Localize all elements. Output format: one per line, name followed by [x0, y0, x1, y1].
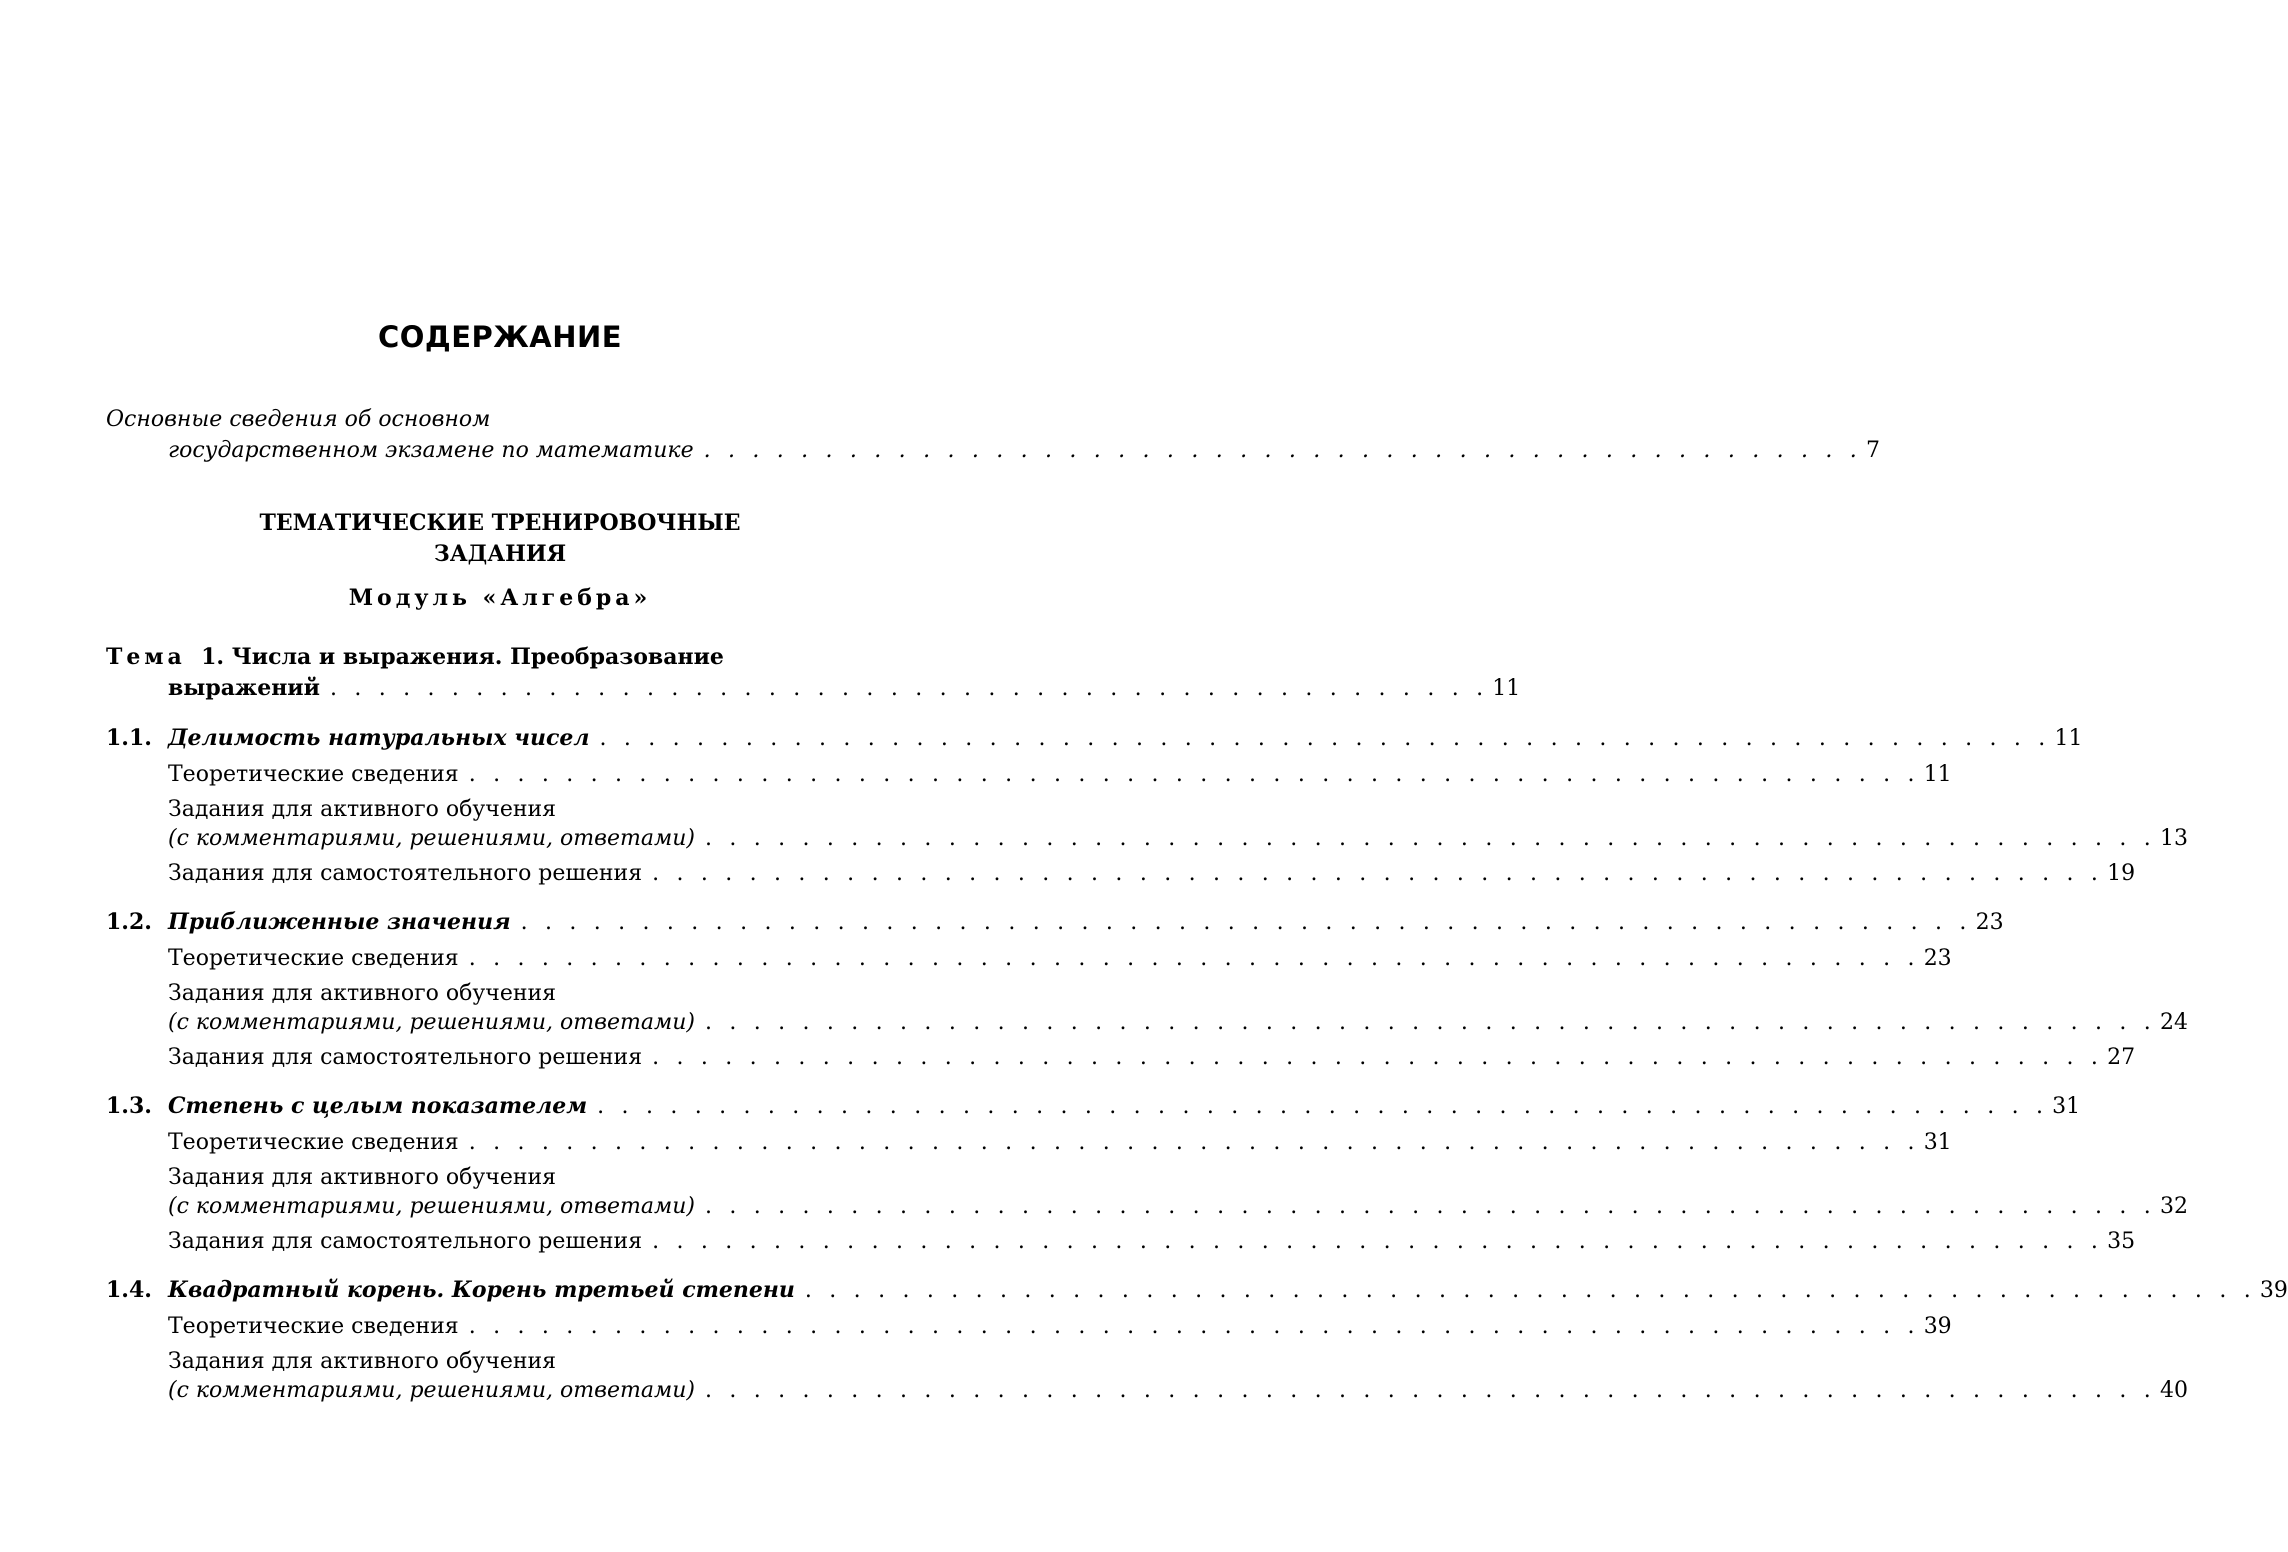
leader-dots: . . . . . . . . . . . . . . . . . . . . . . . . . . . . . . . . . . . . . . . . . . . . . . . . . . . . . . . . . . . . — [804, 1278, 2256, 1303]
toc-item-entry[interactable] — [168, 1043, 2136, 1073]
toc-item-entry[interactable] — [168, 1312, 1952, 1342]
toc-item-text: Теоретические сведения — [168, 946, 459, 971]
page-number: 24 — [2159, 1010, 2188, 1035]
module-heading: Модуль «Алгебра» — [348, 585, 652, 611]
toc-item-line1: Задания для активного обучения — [168, 797, 557, 822]
leader-dots: . . . . . . . . . . . . . . . . . . . . . . . . . . . . . . . . . . . . . . . . . . . . . . . . . . . . . . . . . . . . — [468, 946, 1920, 971]
toc-item-entry[interactable] — [168, 1192, 2188, 1222]
toc-intro-line2: государственном экзамене по математике — [168, 438, 694, 463]
section-title: Квадратный корень. Корень третьей степени — [168, 1277, 795, 1303]
section-heading-line2: ЗАДАНИЯ — [433, 541, 567, 567]
toc-item-entry[interactable] — [168, 1227, 2136, 1257]
page-number: 31 — [2052, 1094, 2081, 1119]
page-number: 40 — [2159, 1378, 2188, 1403]
leader-dots: . . . . . . . . . . . . . . . . . . . . . . . . . . . . . . . . . . . . . . . . . . . . . . . . . . . . . . . . . . . . — [597, 1094, 2049, 1119]
leader-dots: . . . . . . . . . . . . . . . . . . . . . . . . . . . . . . . . . . . . . . . . . . . . . . . . . . . . . . . . . . . . — [468, 1314, 1920, 1339]
toc-item-entry[interactable] — [168, 1008, 2188, 1038]
page-number: 39 — [2259, 1278, 2288, 1303]
leader-dots: . . . . . . . . . . . . . . . . . . . . . . . . . . . . . . . . . . . . . . . . . . . . . . . . . . . . . . . . . . . . — [704, 1194, 2156, 1219]
toc-item-entry[interactable] — [168, 944, 1952, 974]
toc-item-entry[interactable] — [168, 824, 2188, 854]
leader-dots: . . . . . . . . . . . . . . . . . . . . . . . . . . . . . . . . . . . . . . . . . . . . . . . . — [329, 676, 1489, 701]
page-number: 39 — [1923, 1314, 1952, 1339]
toc-item-line1: Задания для активного обучения — [168, 981, 557, 1006]
toc-item-line1: Задания для активного обучения — [168, 1349, 557, 1374]
leader-dots: . . . . . . . . . . . . . . . . . . . . . . . . . . . . . . . . . . . . . . . . . . . . . . . . . . . . . . . . . . . . — [704, 1378, 2156, 1403]
page-number: 11 — [2054, 726, 2083, 751]
section-number: 1.2. — [106, 909, 152, 935]
leader-dots: . . . . . . . . . . . . . . . . . . . . . . . . . . . . . . . . . . . . . . . . . . . . . . . . . . . . . . . . . . . . — [704, 826, 2156, 851]
toc-theme-entry[interactable] — [168, 673, 1521, 704]
page-number: 19 — [2107, 861, 2136, 886]
leader-dots: . . . . . . . . . . . . . . . . . . . . . . . . . . . . . . . . . . . . . . . . . . . . . . . . . . . . . . . . . . . . — [520, 910, 1972, 935]
toc-item-text: Задания для самостоятельного решения — [168, 1045, 643, 1070]
toc-item-text: (с комментариями, решениями, ответами) — [168, 1010, 695, 1035]
toc-item-entry[interactable] — [168, 1376, 2188, 1406]
section-title: Приближенные значения — [168, 909, 511, 935]
toc-item-entry[interactable] — [168, 1128, 1952, 1158]
leader-dots: . . . . . . . . . . . . . . . . . . . . . . . . . . . . . . . . . . . . . . . . . . . . . . . . . . . . . . . . . . . . — [599, 726, 2051, 751]
toc-item-line1: Задания для активного обучения — [168, 1165, 557, 1190]
page-number: 11 — [1923, 762, 1952, 787]
toc-item-text: Теоретические сведения — [168, 1314, 459, 1339]
toc-intro-entry[interactable] — [168, 436, 1880, 466]
toc-intro-line1: Основные сведения об основном — [106, 407, 491, 432]
section-number: 1.1. — [106, 725, 152, 751]
section-heading-line1: ТЕМАТИЧЕСКИЕ ТРЕНИРОВОЧНЫЕ — [259, 510, 741, 536]
toc-section-entry[interactable] — [106, 1275, 2288, 1306]
leader-dots: . . . . . . . . . . . . . . . . . . . . . . . . . . . . . . . . . . . . . . . . . . . . . . . . . . . . . . . . . . . . — [704, 1010, 2156, 1035]
page-number: 32 — [2159, 1194, 2188, 1219]
page-number: 31 — [1923, 1130, 1952, 1155]
page-number: 23 — [1923, 946, 1952, 971]
toc-item-text: Задания для самостоятельного решения — [168, 861, 643, 886]
theme-title: 1. Числа и выражения. Преобразование — [201, 644, 724, 670]
section-number: 1.4. — [106, 1277, 152, 1303]
leader-dots: . . . . . . . . . . . . . . . . . . . . . . . . . . . . . . . . . . . . . . . . . . . . . . . . . . . . . . . . . . . . — [468, 762, 1920, 787]
theme-title-line2: выражений — [168, 675, 320, 701]
page-number: 35 — [2107, 1229, 2136, 1254]
toc-item-text: Теоретические сведения — [168, 1130, 459, 1155]
leader-dots: . . . . . . . . . . . . . . . . . . . . . . . . . . . . . . . . . . . . . . . . . . . . . . . . . . . . . . . . . . . . — [652, 861, 2104, 886]
leader-dots: . . . . . . . . . . . . . . . . . . . . . . . . . . . . . . . . . . . . . . . . . . . . . . . . . . . . . . . . . . . . — [652, 1045, 2104, 1070]
section-title: Степень с целым показателем — [168, 1093, 588, 1119]
page-number: 23 — [1975, 910, 2004, 935]
toc-item-text: (с комментариями, решениями, ответами) — [168, 1194, 695, 1219]
leader-dots: . . . . . . . . . . . . . . . . . . . . . . . . . . . . . . . . . . . . . . . . . . . . . . . . . . . . . . . . . . . . — [652, 1229, 2104, 1254]
section-title: Делимость натуральных чисел — [168, 725, 590, 751]
toc-item-entry[interactable] — [168, 859, 2136, 889]
leader-dots: . . . . . . . . . . . . . . . . . . . . . . . . . . . . . . . . . . . . . . . . . . . . . . . . — [703, 438, 1862, 463]
toc-item-text: Задания для самостоятельного решения — [168, 1229, 643, 1254]
toc-section-entry[interactable] — [106, 1091, 2081, 1122]
section-number: 1.3. — [106, 1093, 152, 1119]
page-number: 11 — [1492, 676, 1521, 701]
page-title: СОДЕРЖАНИЕ — [377, 320, 623, 354]
toc-item-text: (с комментариями, решениями, ответами) — [168, 1378, 695, 1403]
leader-dots: . . . . . . . . . . . . . . . . . . . . . . . . . . . . . . . . . . . . . . . . . . . . . . . . . . . . . . . . . . . . — [468, 1130, 1920, 1155]
page-number: 27 — [2107, 1045, 2136, 1070]
page-number: 13 — [2159, 826, 2188, 851]
theme-heading-line1 — [106, 642, 724, 672]
page-number: 7 — [1865, 438, 1880, 463]
toc-section-entry[interactable] — [106, 907, 2004, 938]
toc-section-entry[interactable] — [106, 723, 2083, 754]
theme-prefix: Тема — [106, 644, 186, 670]
toc-item-text: Теоретические сведения — [168, 762, 459, 787]
toc-item-entry[interactable] — [168, 760, 1952, 790]
toc-item-text: (с комментариями, решениями, ответами) — [168, 826, 695, 851]
